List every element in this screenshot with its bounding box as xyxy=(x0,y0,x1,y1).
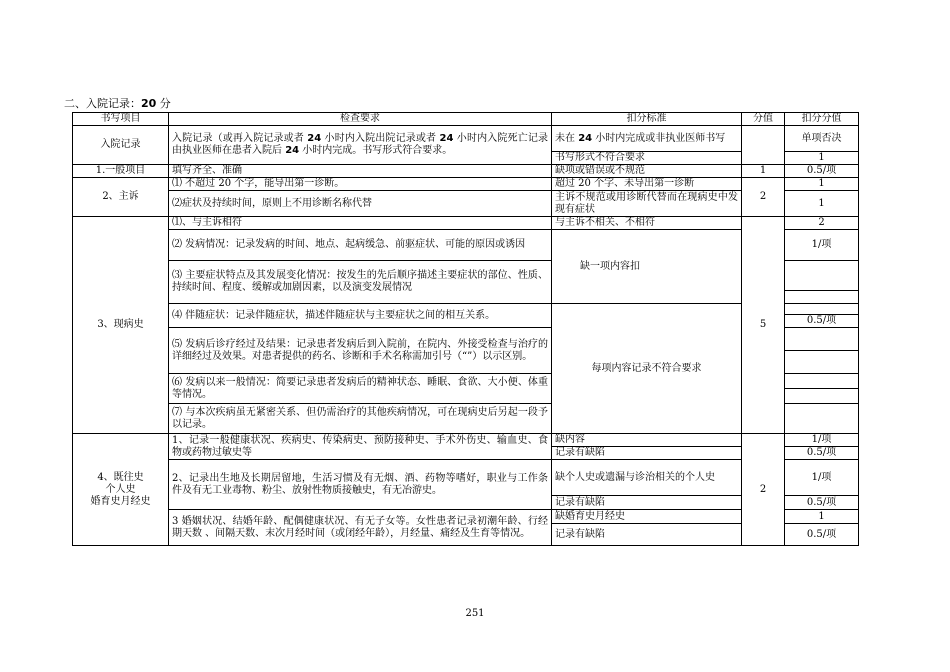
page-number: 251 xyxy=(465,608,485,619)
requirement-present-7: ⑺ 与本次疾病虽无紧密关系、但仍需治疗的其他疾病情况，可在现病史后另起一段予以记录。 xyxy=(169,404,552,434)
deduction-history-3b: 0.5/项 xyxy=(785,524,859,546)
requirement-present-3: ⑶ 主要症状特点及其发展变化情况：按发生的先后顺序描述主要症状的部位、性质、持续时间、程度、缓解或加剧因素，以及演变发展情况 xyxy=(169,261,552,304)
deduction-history-2a: 1/项 xyxy=(785,460,859,496)
standard-present-missing: 缺一项内容扣 xyxy=(552,230,742,304)
standard-history-1a: 缺内容 xyxy=(552,434,742,447)
table-row xyxy=(73,126,859,152)
deduction-general: 0.5/项 xyxy=(785,165,859,178)
header-deduction-standard: 扣分标准 xyxy=(552,113,742,126)
score-general: 1 xyxy=(742,165,785,178)
requirement-present-1: ⑴、与主诉相符 xyxy=(169,217,552,230)
table-row xyxy=(73,460,859,496)
deduction-present-blank xyxy=(785,304,859,315)
standard-present-1: 与主诉不相关、不相符 xyxy=(552,217,742,230)
standard-history-2b: 记录有缺陷 xyxy=(552,496,742,510)
standard-history-3b: 记录有缺陷 xyxy=(552,524,742,546)
deduction-present-blank xyxy=(785,351,859,374)
requirement-history-2: 2、记录出生地及长期居留地，生活习惯及有无烟、酒、药物等嗜好，职业与工作条件及有无工业毒物、粉尘、放射性物质接触史，有无冶游史。 xyxy=(169,460,552,510)
standard-complaint-2: 主诉不规范或用诊断代替而在现病史中发现有症状 xyxy=(552,191,742,217)
standard-admission-time: 未在 24 小时内完成或非执业医师书写 xyxy=(552,126,742,152)
header-item: 书写项目 xyxy=(73,113,169,126)
deduction-present-blank xyxy=(785,328,859,351)
item-admission: 入院记录 xyxy=(73,126,169,165)
deduction-present-bad: 0.5/项 xyxy=(785,315,859,328)
requirement-admission: 入院记录（或再入院记录或者 24 小时内入院出院记录或者 24 小时内入院死亡记录由执业医师在患者入院后 24 小时内完成。书写形式符合要求。 xyxy=(169,126,552,165)
score-present-illness: 5 xyxy=(742,217,785,434)
item-general: 1.一般项目 xyxy=(73,165,169,178)
deduction-present-missing: 1/项 xyxy=(785,230,859,261)
header-deduction: 扣分分值 xyxy=(785,113,859,126)
standard-history-3a: 缺婚育史月经史 xyxy=(552,510,742,524)
section-score: 20 xyxy=(141,97,157,110)
deduction-present-blank xyxy=(785,261,859,291)
score-complaint: 2 xyxy=(742,178,785,217)
requirement-complaint-2: ⑵症状及持续时间，原则上不用诊断名称代替 xyxy=(169,191,552,217)
standard-general: 缺项或错误或不规范 xyxy=(552,165,742,178)
header-score: 分值 xyxy=(742,113,785,126)
requirement-present-2: ⑵ 发病情况：记录发病的时间、地点、起病缓急、前驱症状、可能的原因或诱因 xyxy=(169,230,552,261)
item-present-illness: 3、现病史 xyxy=(73,217,169,434)
standard-present-bad: 每项内容记录不符合要求 xyxy=(552,304,742,434)
deduction-history-1b: 0.5/项 xyxy=(785,447,859,460)
header-row xyxy=(73,113,859,126)
requirement-complaint-1: ⑴ 不超过 20 个字，能导出第一诊断。 xyxy=(169,178,552,191)
standard-history-1b: 记录有缺陷 xyxy=(552,447,742,460)
deduction-present-blank xyxy=(785,291,859,304)
requirement-present-6: ⑹ 发病以来一般情况：简要记录患者发病后的精神状态、睡眠、食欲、大小便、体重等情况。 xyxy=(169,374,552,404)
score-admission xyxy=(742,126,785,165)
requirement-present-5: ⑸ 发病后诊疗经过及结果：记录患者发病后到入院前，在院内、外接受检查与治疗的详细经过及效果。对患者提供的药名、诊断和手术名称需加引号（“”）以示区别。 xyxy=(169,328,552,374)
standard-admission-format: 书写形式不符合要求 xyxy=(552,152,742,165)
deduction-complaint-1: 1 xyxy=(785,178,859,191)
deduction-present-1: 2 xyxy=(785,217,859,230)
deduction-history-3a: 1 xyxy=(785,510,859,524)
table-row xyxy=(73,434,859,447)
deduction-history-2b: 0.5/项 xyxy=(785,496,859,510)
scoring-table xyxy=(72,112,859,546)
requirement-history-1: 1、记录一般健康状况、疾病史、传染病史、预防接种史、手术外伤史、输血史、食物或药物过敏史等 xyxy=(169,434,552,460)
table-row xyxy=(73,230,859,261)
table-row xyxy=(73,178,859,191)
table-row xyxy=(73,191,859,217)
deduction-present-blank xyxy=(785,374,859,389)
table-row xyxy=(73,165,859,178)
table-row xyxy=(73,217,859,230)
header-requirement: 检查要求 xyxy=(169,113,552,126)
item-history: 4、既往史 个人史 婚育史月经史 xyxy=(73,434,169,546)
requirement-present-4: ⑷ 伴随症状：记录伴随症状，描述伴随症状与主要症状之间的相互关系。 xyxy=(169,304,552,328)
standard-history-2a: 缺个人史或遗漏与诊治相关的个人史 xyxy=(552,460,742,496)
table-row xyxy=(73,304,859,315)
section-title-prefix: 二、入院记录： xyxy=(64,97,141,110)
section-title xyxy=(64,97,171,110)
deduction-present-blank xyxy=(785,404,859,434)
deduction-admission-veto: 单项否决 xyxy=(785,126,859,152)
deduction-present-blank xyxy=(785,389,859,404)
deduction-complaint-2: 1 xyxy=(785,191,859,217)
score-history: 2 xyxy=(742,434,785,546)
requirement-general: 填写齐全、准确 xyxy=(169,165,552,178)
deduction-history-1a: 1/项 xyxy=(785,434,859,447)
requirement-history-3: 3 婚姻状况、结婚年龄、配偶健康状况、有无子女等。女性患者记录初潮年龄、行经期天数 、间隔天数、末次月经时间（或闭经年龄），月经量、痛经及生育等情况。 xyxy=(169,510,552,546)
item-complaint: 2、主诉 xyxy=(73,178,169,217)
section-title-suffix: 分 xyxy=(156,97,171,110)
table-row xyxy=(73,510,859,524)
deduction-admission-format: 1 xyxy=(785,152,859,165)
standard-complaint-1: 超过 20 个字、未导出第一诊断 xyxy=(552,178,742,191)
